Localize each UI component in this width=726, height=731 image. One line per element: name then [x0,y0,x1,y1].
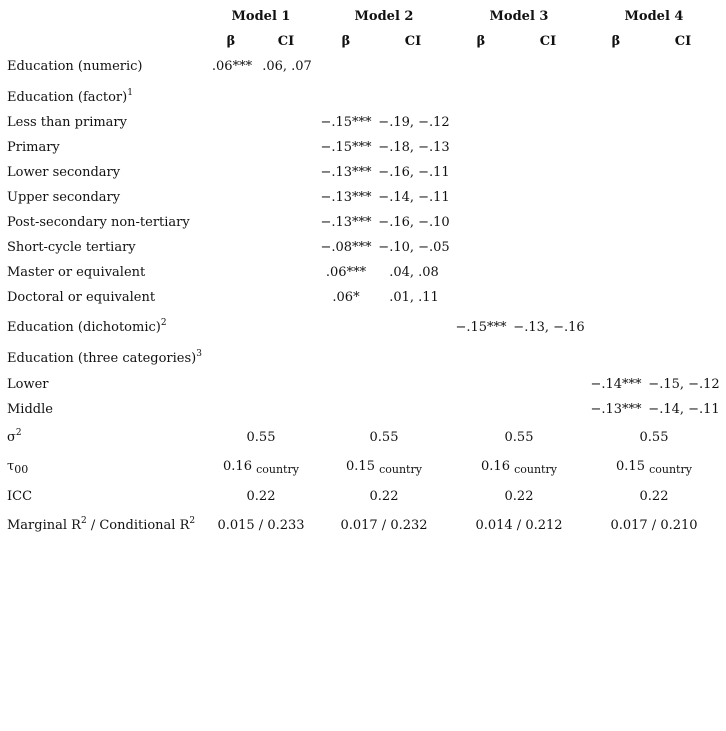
m4-beta: −.14*** [590,377,642,392]
row-label: Education (three categories)$^3$ [7,349,202,366]
model-2-header: Model 2 [354,9,414,24]
m3-beta: −.15*** [455,320,507,335]
table-row [0,400,726,420]
table-row [0,213,726,233]
table-row [0,113,726,133]
row-label: Upper secondary [7,190,121,205]
m4-beta: −.13*** [590,402,642,417]
m2-ci: −.10, −.05 [378,240,450,255]
table-row [0,263,726,283]
row-label: Primary [7,140,60,155]
stats-row-tau [0,457,726,477]
table-row [0,288,726,308]
m3-ci-header: CI [539,34,557,49]
m1-beta-header: β [226,34,236,49]
table-row [0,349,726,369]
m2-beta: −.13*** [320,215,372,230]
m2-ci: −.19, −.12 [378,115,450,130]
row-label: Short-cycle tertiary [7,240,136,255]
m2-ci-header: CI [404,34,422,49]
m4-ci: −.15, −.12 [648,377,720,392]
row-label: Less than primary [7,115,127,130]
m2-beta-header: β [341,34,351,49]
row-label: $\sigma^2$ [7,428,22,445]
row-label: Education (numeric) [7,59,143,74]
table-row [0,318,726,338]
row-label: Master or equivalent [7,265,146,280]
m4-beta-header: β [611,34,621,49]
m4-ci-header: CI [674,34,692,49]
m3-ci: −.13, −.16 [513,320,585,335]
table-row [0,57,726,77]
m2-beta: .06* [332,290,360,305]
model-1-header: Model 1 [231,9,291,24]
m1-beta: .06*** [211,59,253,74]
row-label: Middle [7,402,53,417]
m3-beta-header: β [476,34,486,49]
m1-value: 0.22 [246,489,276,504]
subheader-row [0,32,726,52]
row-label: Post-secondary non-tertiary [7,215,190,230]
m1-ci: .06, .07 [262,59,312,74]
row-label: Education (factor)$^1$ [7,88,133,105]
row-label: Marginal $R^2$ / Conditional $R^2$ [7,516,196,533]
m3-value: 0.55 [504,430,534,445]
model-4-header: Model 4 [624,9,684,24]
m2-ci: −.16, −.10 [378,215,450,230]
m3-value: 0.014 / 0.212 [475,518,563,533]
table-row [0,163,726,183]
m2-ci: .01, .11 [389,290,439,305]
m2-value: 0.55 [369,430,399,445]
row-label: Doctoral or equivalent [7,290,156,305]
m4-ci: −.14, −.11 [648,402,720,417]
m2-beta: .06*** [325,265,367,280]
row-label: ICC [7,489,33,504]
m2-ci: −.16, −.11 [378,165,450,180]
m2-ci: −.18, −.13 [378,140,450,155]
m2-beta: −.15*** [320,115,372,130]
m2-beta: −.08*** [320,240,372,255]
m2-beta: −.13*** [320,165,372,180]
m4-value: 0.22 [639,489,669,504]
m2-beta: −.15*** [320,140,372,155]
m4-value: 0.017 / 0.210 [610,518,698,533]
row-label: Education (dichotomic)$^2$ [7,318,167,335]
m3-value: 0.22 [504,489,534,504]
row-label: Lower secondary [7,165,121,180]
model-3-header: Model 3 [489,9,549,24]
m2-value: 0.017 / 0.232 [340,518,428,533]
m1-value: 0.015 / 0.233 [217,518,305,533]
stats-row-sigma [0,428,726,448]
table-row [0,238,726,258]
m1-value: 0.55 [246,430,276,445]
m4-value: 0.55 [639,430,669,445]
row-label: Lower [7,377,49,392]
model-header-row [0,7,726,27]
m3-value: 0.16 $_{country}$ [481,459,557,476]
stats-row-icc [0,487,726,507]
row-label: $\tau_{00}$ [7,459,29,476]
m2-beta: −.13*** [320,190,372,205]
m2-ci: .04, .08 [389,265,439,280]
m2-value: 0.15 $_{country}$ [346,459,422,476]
table-row [0,88,726,108]
m2-ci: −.14, −.11 [378,190,450,205]
m1-ci-header: CI [277,34,295,49]
m1-value: 0.16 $_{country}$ [223,459,299,476]
stats-row-r2 [0,516,726,536]
m4-value: 0.15 $_{country}$ [616,459,692,476]
table-row [0,138,726,158]
table-row [0,375,726,395]
table-row [0,188,726,208]
m2-value: 0.22 [369,489,399,504]
